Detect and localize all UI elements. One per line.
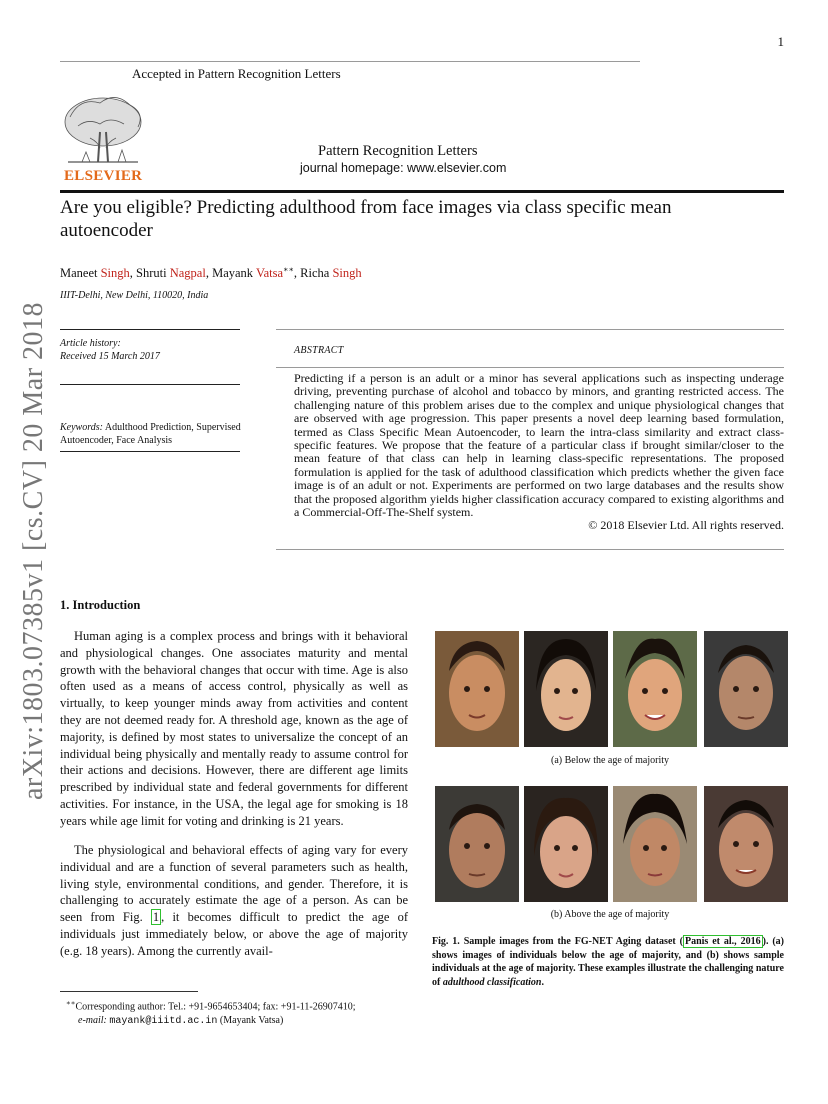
- copyright: © 2018 Elsevier Ltd. All rights reserved.: [588, 518, 784, 533]
- intro-paragraph-1: Human aging is a complex process and brings with it behavioral and physiological changes. One associates maturity and mental growth with the behavioral changes that occur with time. Age is also often used as a means of access control, physically as well as virtually, to keep younger minds away from activities and content they are not deemed ready for. A threshold age, known as the age of majority, is defined by most states to universalize the concept of an individual being physically and mentally ready to assume control for their actions and decisions. However, there are different age limits prescribed by individual state and federal governments for different activities. For instance, in the USA, the legal age for smoking is 18 years while age limit for voting and drinking is 21 years.: [60, 629, 408, 828]
- article-history: Article history: Received 15 March 2017: [60, 338, 160, 362]
- abstract-text: Predicting if a person is an adult or a minor has several applications such as inspecting underage driving, preventing purchase of alcohol and tobacco by minors, and granting restricted access. The challenging nature of this problem arises due to the complex and unique physiological changes that are observed with age progression. This paper presents a novel deep learning based formulation, termed as Class Specific Mean Autoencoder, to learn the intra-class similarity and extract class-specific features. We propose that the feature of a particular class if brought similar/closer to the mean feature of that class can help in learning class-specific representations. The proposed formulation is applied for the task of adulthood classification which predicts whether the given face image is of an adult or not. Experiments are performed on two large databases and the results show that the proposed algorithm yields higher classification accuracy compared to existing algorithms and a Commercial-Off-The-Shelf system.: [294, 371, 784, 520]
- face-photo-b1: [435, 786, 519, 902]
- keywords: Keywords: Adulthood Prediction, Supervised Autoencoder, Face Analysis: [60, 422, 241, 446]
- abstract-body: [294, 372, 784, 533]
- subcaption-b: (b) Above the age of majority: [550, 909, 670, 920]
- face-photo-a3: [613, 631, 697, 747]
- abstract-top-rule: [276, 329, 784, 330]
- figure-caption: Fig. 1. Sample images from the FG-NET Aging dataset ( Panis et al., 2016 ). (a) shows images of individuals below the age of majority, and (b) shows sample individuals at the age of majority. These examples illustrate the challenging nature of adulthood classification.: [432, 936, 785, 988]
- citation-link[interactable]: Panis et al., 2016: [684, 936, 761, 947]
- face-photo-a2: [524, 631, 608, 747]
- arxiv-stamp: arXiv:1803.07385v1 [cs.CV] 20 Mar 2018: [18, 301, 49, 800]
- journal-name: Pattern Recognition Letters: [318, 143, 478, 159]
- face-photo-b3: [613, 786, 697, 902]
- subcaption-a: (a) Below the age of majority: [550, 755, 669, 766]
- face-photo-a1: [435, 631, 519, 747]
- journal-homepage: journal homepage: www.elsevier.com: [300, 161, 507, 175]
- paper-title: Are you eligible? Predicting adulthood from face images via class specific mean autoencoder: [60, 197, 672, 241]
- figure-reference-link[interactable]: 1: [152, 910, 160, 925]
- face-photo-a4: [704, 631, 788, 747]
- face-photo-b4: [704, 786, 788, 902]
- intro-paragraph-2: The physiological and behavioral effects of aging vary for every individual and are a function of several parameters such as health, living style, environmental conditions, and gender. Therefore, it is challenging to accurately estimate the age of a person. As can be seen from Fig. 1 , it becomes difficult to predict the age of individuals just immediately below, or above the age of majority (e.g. 18 years). Among the currently avail-: [60, 843, 408, 958]
- abstract-label: ABSTRACT: [294, 345, 344, 356]
- footnote: ∗∗Corresponding author: Tel.: +91-9654653404; fax: +91-11-26907410; e-mail: mayank@iiitd.ac.in (Mayank Vatsa): [66, 999, 356, 1028]
- page-number: 1: [777, 34, 784, 49]
- keywords-rule: [60, 451, 240, 452]
- header-rule: [60, 61, 640, 62]
- face-photo-b2: [524, 786, 608, 902]
- title-rule: [60, 190, 784, 193]
- author-list: Maneet Singh, Shruti Nagpal, Mayank Vatsa∗∗, Richa Singh: [60, 265, 362, 281]
- abstract-mid-rule: [276, 367, 784, 368]
- affiliation: IIIT-Delhi, New Delhi, 110020, India: [60, 290, 209, 301]
- abstract-bottom-rule: [276, 549, 784, 550]
- history-top-rule: [60, 329, 240, 330]
- elsevier-logo-text: ELSEVIER: [64, 168, 143, 184]
- accepted-note: Accepted in Pattern Recognition Letters: [132, 66, 341, 81]
- footnote-rule: [60, 991, 198, 992]
- section-heading: 1. Introduction: [60, 598, 141, 612]
- email-link[interactable]: mayank@iiitd.ac.in: [109, 1016, 218, 1028]
- history-bottom-rule: [60, 384, 240, 385]
